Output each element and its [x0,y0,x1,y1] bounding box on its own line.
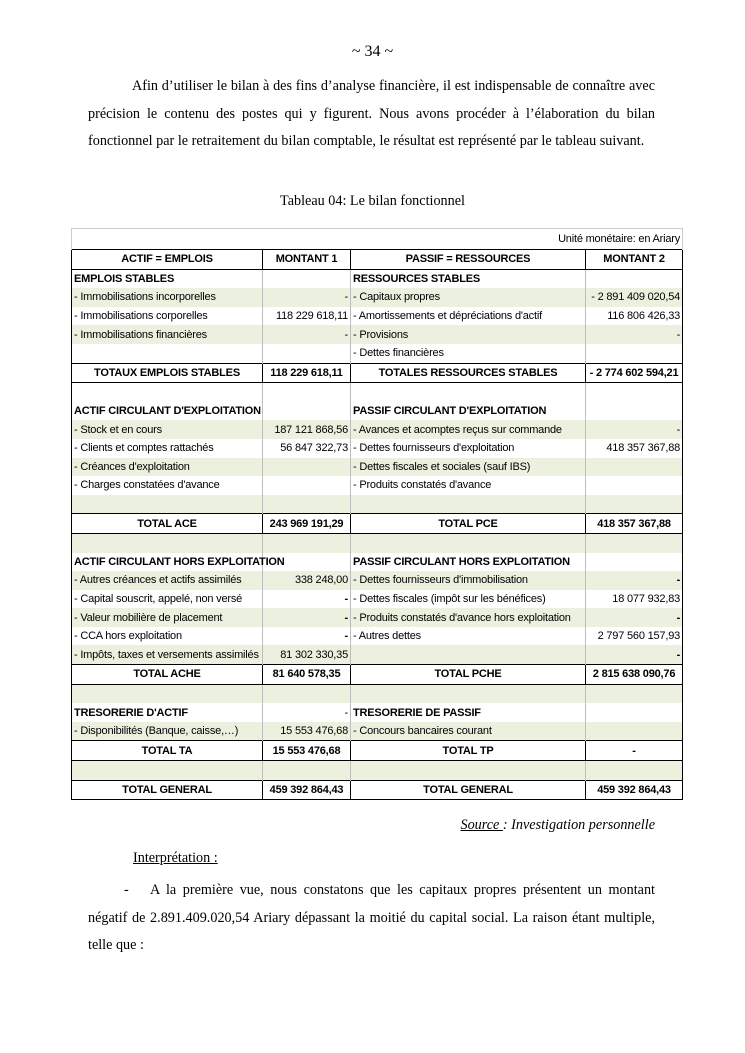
table-row [72,363,683,383]
cell-r18-c1: - [263,608,351,627]
table-row [72,741,683,761]
intro-text: Afin d’utiliser le bilan à des fins d’analyse financière, il est indispensable de connaître avec précision le contenu des postes qui y figurent. Nous avons procéder à l’élaboration du bilan fonctionnel par le retraitement du bilan comptable, le résultat est représenté par le tableau suivant. [88,78,655,149]
cell-r24-c2: - Concours bancaires courant [351,722,586,741]
cell-r24-c0: - Disponibilités (Banque, caisse,…) [72,722,263,741]
table-row [72,627,683,646]
cell-r23-c3 [586,703,683,722]
cell-r21-c1: 81 640 578,35 [263,665,351,685]
cell-r22-c0 [72,684,263,703]
cell-r10-c1 [263,458,351,477]
source-note [460,817,655,834]
cell-r14-c2 [351,533,586,552]
table-row [72,761,683,781]
cell-r9-c2: - Dettes fournisseurs d'exploitation [351,439,586,458]
cell-r26-c3 [586,761,683,781]
cell-r22-c3 [586,684,683,703]
table-row [72,553,683,572]
table-row [72,307,683,326]
cell-r0-c2: RESSOURCES STABLES [351,269,586,288]
cell-r15-c2: PASSIF CIRCULANT HORS EXPLOITATION [351,553,586,572]
cell-r22-c2 [351,684,586,703]
cell-r20-c1: 81 302 330,35 [263,645,351,664]
cell-r12-c1 [263,495,351,514]
cell-r24-c1: 15 553 476,68 [263,722,351,741]
table-row [72,439,683,458]
cell-r5-c1: 118 229 618,11 [263,363,351,383]
cell-r1-c2: - Capitaux propres [351,288,586,307]
cell-r2-c2: - Amortissements et dépréciations d'actif [351,307,586,326]
cell-r25-c3: - [586,741,683,761]
table-row [72,703,683,722]
cell-r9-c3: 418 357 367,88 [586,439,683,458]
cell-r8-c1: 187 121 868,56 [263,420,351,439]
cell-r2-c3: 116 806 426,33 [586,307,683,326]
cell-r14-c0 [72,533,263,552]
cell-r14-c1 [263,533,351,552]
cell-r12-c3 [586,495,683,514]
table-row [72,269,683,288]
page-number: ~ 34 ~ [351,43,394,60]
cell-r3-c3: - [586,325,683,344]
cell-r21-c3: 2 815 638 090,76 [586,665,683,685]
cell-r18-c3: - [586,608,683,627]
table-row [72,458,683,477]
cell-r7-c1 [263,402,351,421]
cell-r0-c3 [586,269,683,288]
cell-r11-c1 [263,476,351,495]
cell-r1-c1: - [263,288,351,307]
cell-r7-c0: ACTIF CIRCULANT D'EXPLOITATION [72,402,263,421]
intro-paragraph [88,73,655,156]
table-row [72,288,683,307]
cell-r27-c3: 459 392 864,43 [586,780,683,800]
cell-r8-c2: - Avances et acomptes reçus sur commande [351,420,586,439]
cell-r25-c0: TOTAL TA [72,741,263,761]
cell-r11-c0: - Charges constatées d'avance [72,476,263,495]
cell-r15-c3 [586,553,683,572]
cell-r0-c1 [263,269,351,288]
cell-r6-c2 [351,383,586,402]
cell-r19-c0: - CCA hors exploitation [72,627,263,646]
cell-r21-c0: TOTAL ACHE [72,665,263,685]
cell-r16-c0: - Autres créances et actifs assimilés [72,571,263,590]
cell-r11-c3 [586,476,683,495]
table-row [72,344,683,363]
header-montant-2: MONTANT 2 [586,250,683,270]
cell-r26-c2 [351,761,586,781]
cell-r12-c2 [351,495,586,514]
cell-r16-c3: - [586,571,683,590]
cell-r19-c1: - [263,627,351,646]
cell-r3-c0: - Immobilisations financières [72,325,263,344]
cell-r8-c3: - [586,420,683,439]
cell-r15-c0: ACTIF CIRCULANT HORS EXPLOITATION [72,553,263,572]
cell-r25-c2: TOTAL TP [351,741,586,761]
cell-r6-c0 [72,383,263,402]
table-row [72,645,683,664]
bullet-dash: - [124,882,129,898]
table-row [72,383,683,402]
table-caption: Tableau 04: Le bilan fonctionnel [280,193,465,209]
header-montant-1: MONTANT 1 [263,250,351,270]
cell-r7-c2: PASSIF CIRCULANT D'EXPLOITATION [351,402,586,421]
cell-r3-c1: - [263,325,351,344]
cell-r23-c0: TRESORERIE D'ACTIF [72,703,263,722]
cell-r21-c2: TOTAL PCHE [351,665,586,685]
cell-r9-c0: - Clients et comptes rattachés [72,439,263,458]
cell-r27-c0: TOTAL GENERAL [72,780,263,800]
cell-r16-c1: 338 248,00 [263,571,351,590]
cell-r17-c1: - [263,590,351,609]
cell-r0-c0: EMPLOIS STABLES [72,269,263,288]
cell-r5-c3: - 2 774 602 594,21 [586,363,683,383]
cell-r3-c2: - Provisions [351,325,586,344]
cell-r23-c2: TRESORERIE DE PASSIF [351,703,586,722]
cell-r18-c0: - Valeur mobilière de placement [72,608,263,627]
cell-r1-c3: - 2 891 409 020,54 [586,288,683,307]
cell-r19-c3: 2 797 560 157,93 [586,627,683,646]
table-row [72,684,683,703]
table-row [72,402,683,421]
cell-r1-c0: - Immobilisations incorporelles [72,288,263,307]
table-row [72,590,683,609]
cell-r14-c3 [586,533,683,552]
cell-r27-c1: 459 392 864,43 [263,780,351,800]
table-row [72,780,683,800]
cell-r18-c2: - Produits constatés d'avance hors exploitation [351,608,586,627]
cell-r19-c2: - Autres dettes [351,627,586,646]
cell-r27-c2: TOTAL GENERAL [351,780,586,800]
cell-r2-c0: - Immobilisations corporelles [72,307,263,326]
header-passif: PASSIF = RESSOURCES [351,250,586,270]
cell-r11-c2: - Produits constatés d'avance [351,476,586,495]
header-actif: ACTIF = EMPLOIS [72,250,263,270]
cell-r13-c3: 418 357 367,88 [586,514,683,534]
source-label: Source [460,817,503,833]
interpretation-heading: Interprétation : [133,850,218,866]
cell-r8-c0: - Stock et en cours [72,420,263,439]
unit-label: Unité monétaire: en Ariary [72,229,683,250]
cell-r25-c1: 15 553 476,68 [263,741,351,761]
table-row [72,665,683,685]
cell-r22-c1 [263,684,351,703]
cell-r13-c0: TOTAL ACE [72,514,263,534]
cell-r7-c3 [586,402,683,421]
cell-r26-c1 [263,761,351,781]
table-row [72,495,683,514]
cell-r20-c2 [351,645,586,664]
cell-r17-c0: - Capital souscrit, appelé, non versé [72,590,263,609]
cell-r4-c1 [263,344,351,363]
table-row [72,514,683,534]
table-row [72,476,683,495]
cell-r5-c0: TOTAUX EMPLOIS STABLES [72,363,263,383]
balance-sheet-table [71,228,683,800]
cell-r10-c3 [586,458,683,477]
table-row [72,571,683,590]
table-row [72,420,683,439]
table-row [72,722,683,741]
cell-r5-c2: TOTALES RESSOURCES STABLES [351,363,586,383]
cell-r4-c0 [72,344,263,363]
table-row [72,325,683,344]
bullet-text: A la première vue, nous constatons que les capitaux propres présentent un montant négatif de 2.891.409.020,54 Ariary dépassant la moitié du capital social. La raison étant multiple, telle que : [88,882,655,953]
table-row [72,608,683,627]
cell-r16-c2: - Dettes fournisseurs d'immobilisation [351,571,586,590]
cell-r20-c0: - Impôts, taxes et versements assimilés [72,645,263,664]
cell-r23-c1: - [263,703,351,722]
cell-r13-c2: TOTAL PCE [351,514,586,534]
cell-r10-c2: - Dettes fiscales et sociales (sauf IBS) [351,458,586,477]
bullet-paragraph [88,877,655,960]
table-row [72,533,683,552]
cell-r6-c1 [263,383,351,402]
cell-r4-c2: - Dettes financières [351,344,586,363]
cell-r2-c1: 118 229 618,11 [263,307,351,326]
cell-r26-c0 [72,761,263,781]
cell-r13-c1: 243 969 191,29 [263,514,351,534]
cell-r17-c2: - Dettes fiscales (impôt sur les bénéfices) [351,590,586,609]
cell-r12-c0 [72,495,263,514]
source-text: : Investigation personnelle [502,817,655,833]
cell-r17-c3: 18 077 932,83 [586,590,683,609]
cell-r24-c3 [586,722,683,741]
cell-r4-c3 [586,344,683,363]
cell-r9-c1: 56 847 322,73 [263,439,351,458]
cell-r20-c3: - [586,645,683,664]
cell-r6-c3 [586,383,683,402]
cell-r10-c0: - Créances d'exploitation [72,458,263,477]
